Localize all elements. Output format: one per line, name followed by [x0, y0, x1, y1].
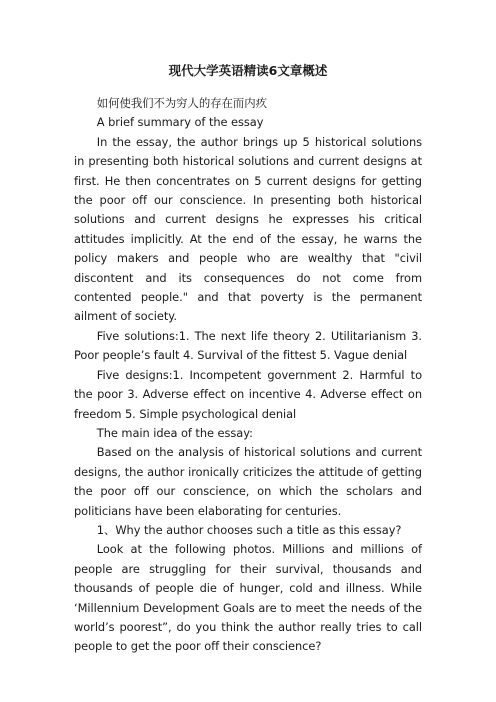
five-designs-paragraph: Five designs:1. Incompetent government 2. Harmful to the poor 3. Adverse effect on incentive 4. Adverse effect on freedom 5. Simple psychological denial [74, 367, 422, 421]
summary-paragraph: In the essay, the author brings up 5 historical solutions in presenting both historical solutions and current designs at first. He then concentrates on 5 current designs for getting the poor off our conscience. In presenting both historical solutions and current designs he expresses his critical attitudes implicitly. At the end of the essay, he warns the policy makers and people who are wealthy that "civil discontent and its consequences do not come from contented people." and that poverty is the permanent ailment of society. [74, 134, 422, 324]
main-idea-paragraph: Based on the analysis of historical solutions and current designs, the author ironically criticizes the attitude of getting the poor off our conscience, on which the scholars and politicians have been elaborating for centuries. [74, 445, 422, 518]
chinese-subtitle: 如何使我们不为穷人的存在而内疚 [96, 96, 267, 110]
main-idea-heading: The main idea of the essay: [96, 425, 253, 440]
question-heading: 1、Why the author chooses such a title as this essay? [96, 522, 402, 537]
question-answer-paragraph: Look at the following photos. Millions and millions of people are struggling for their survival, thousands and thousands of people die of hunger, cold and illness. While ‘Millennium Development Goals are to meet the needs of the world’s poorest”, do you think the author really tries to call people to get the poor off their conscience? [74, 542, 422, 654]
five-solutions-paragraph: Five solutions:1. The next life theory 2. Utilitarianism 3. Poor people’s fault 4. Survival of the fittest 5. Vague denial [74, 328, 422, 363]
summary-heading: A brief summary of the essay [96, 115, 264, 130]
document-title: 现代大学英语精读6文章概述 [168, 63, 328, 78]
